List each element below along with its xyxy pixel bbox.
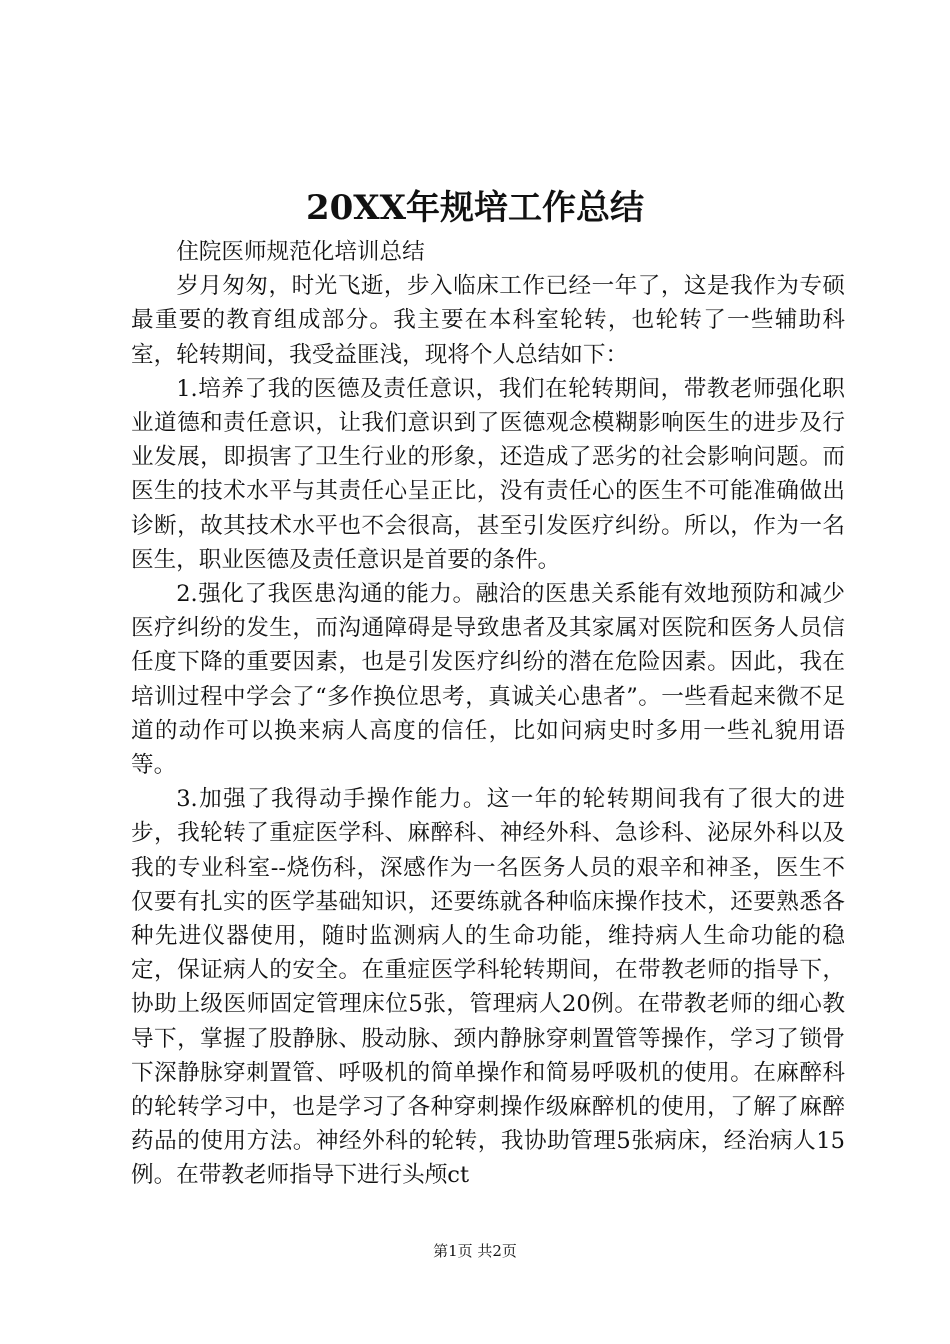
paragraph-point-1: 1.培养了我的医德及责任意识，我们在轮转期间，带教老师强化职业道德和责任意识，让我们意识到了医德观念模糊影响医生的进步及行业发展，即损害了卫生行业的形象，还造成了恶劣的社会影响问题。而医生的技术水平与其责任心呈正比，没有责任心的医生不可能准确做出诊断，故其技术水平也不会很高，甚至引发医疗纠纷。所以，作为一名医生，职业医德及责任意识是首要的条件。 — [131, 375, 845, 573]
paragraph-intro: 岁月匆匆，时光飞逝，步入临床工作已经一年了，这是我作为专硕最重要的教育组成部分。我主要在本科室轮转，也轮转了一些辅助科室，轮转期间，我受益匪浅，现将个人总结如下： — [131, 273, 845, 368]
document-title: 20XX年规培工作总结 — [305, 188, 645, 228]
document-body — [131, 235, 845, 1193]
paragraph-subtitle: 住院医师规范化培训总结 — [176, 239, 425, 265]
paragraph-point-2: 2.强化了我医患沟通的能力。融洽的医患关系能有效地预防和减少医疗纠纷的发生，而沟通障碍是导致患者及其家属对医院和医务人员信任度下降的重要因素，也是引发医疗纠纷的潜在危险因素。因此，我在培训过程中学会了“多作换位思考，真诚关心患者”。一些看起来微不足道的动作可以换来病人高度的信任，比如问病史时多用一些礼貌用语等。 — [131, 581, 845, 779]
page-footer: 第1页 共2页 — [433, 1242, 517, 1260]
paragraph-point-3: 3.加强了我得动手操作能力。这一年的轮转期间我有了很大的进步，我轮转了重症医学科、麻醉科、神经外科、急诊科、泌尿外科以及我的专业科室--烧伤科，深感作为一名医务人员的艰辛和神圣，医生不仅要有扎实的医学基础知识，还要练就各种临床操作技术，还要熟悉各种先进仪器使用，随时监测病人的生命功能，维持病人生命功能的稳定，保证病人的安全。在重症医学科轮转期间，在带教老师的指导下，协助上级医师固定管理床位5张，管理病人20例。在带教老师的细心教导下，掌握了股静脉、股动脉、颈内静脉穿刺置管等操作，学习了锁骨下深静脉穿刺置管、呼吸机的简单操作和简易呼吸机的使用。在麻醉科的轮转学习中，也是学习了各种穿刺操作级麻醉机的使用，了解了麻醉药品的使用方法。神经外科的轮转，我协助管理5张病床，经治病人15例。在带教老师指导下进行头颅ct — [131, 786, 845, 1189]
